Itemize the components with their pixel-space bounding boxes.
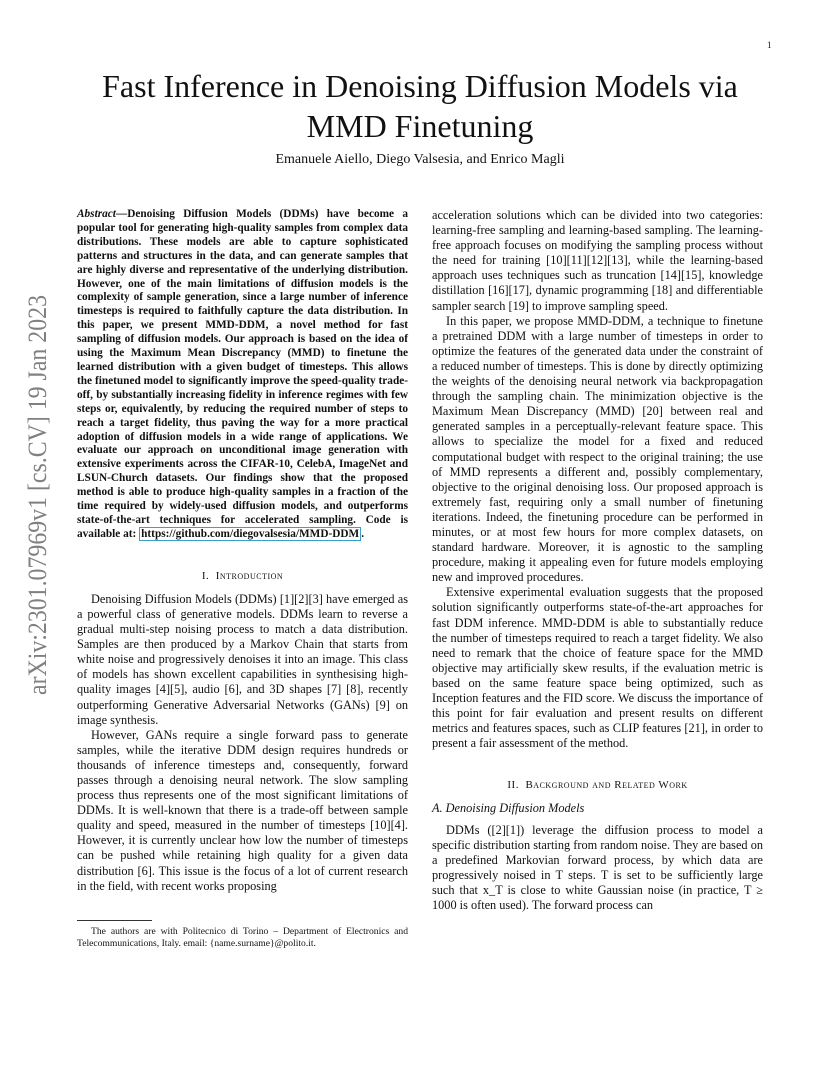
section-heading-introduction — [77, 569, 408, 584]
section-title: Background and Related Work — [525, 779, 688, 792]
authors: Emanuele Aiello, Diego Valsesia, and Enrico Magli — [275, 152, 565, 167]
abstract-label: Abstract — [77, 208, 116, 220]
code-link[interactable]: https://github.com/diegovalsesia/MMD-DDM — [141, 527, 360, 540]
title-line-1: Fast Inference in Denoising Diffusion Models via — [102, 68, 738, 104]
intro-paragraph-1: Denoising Diffusion Models (DDMs) [1][2][3] have emerged as a powerful class of generative models. DDMs learn to reverse a gradual multi-step noising process to match a data distribution. Samples are then produced by a Markov Chain that starts from white noise and progressively denoises it into an image. This class of models has shown excellent capabilities in synthesising high-quality images [4][5], audio [6], and 3D shapes [7] [8], recently outperforming Generative Adversarial Networks (GANs) [9] on image synthesis. — [77, 591, 408, 727]
page-number: 1 — [767, 40, 772, 50]
subsection-heading: A. Denoising Diffusion Models — [432, 801, 585, 816]
right-column — [432, 208, 763, 913]
footnote-rule — [77, 920, 152, 921]
arxiv-stamp — [10, 290, 60, 700]
arxiv-stamp-text: arXiv:2301.07969v1 [cs.CV] 19 Jan 2023 — [23, 290, 52, 695]
left-column — [77, 208, 408, 950]
footnote: The authors are with Politecnico di Torino – Department of Electronics and Telecommunications, Italy. email: {name.surname}@polito.it. — [77, 925, 408, 949]
paper-title — [60, 66, 780, 146]
section-title: Introduction — [215, 569, 284, 582]
section-numeral: II. — [507, 779, 519, 792]
section-numeral: I. — [201, 569, 210, 582]
abstract-dash: — — [115, 208, 128, 220]
background-paragraph-1: DDMs ([2][1]) leverage the diffusion process to model a specific distribution starting from random noise. They are based on a predefined Markovian forward process, by which data are progressively noised in T steps. T is set to be sufficiently large such that x_T is close to white Gaussian noise (in practice, T ≥ 1000 is often used). The forward process can — [432, 822, 763, 913]
intro-paragraph-4: In this paper, we propose MMD-DDM, a technique to finetune a pretrained DDM with a large number of timesteps in order to optimize the features of the generated data under the constraint of a reduced number of timesteps. This is done by directly optimizing the weights of the denoising neural network via backpropagation through the sampling chain. The minimization objective is the Maximum Mean Discrepancy (MMD) [20] between real and generated samples in a perceptually-relevant feature space. This allows to specialize the model for a fixed and reduced computational budget with respect to the original training; the use of MMD represents a different and, possibly complementary, objective to the original denoising loss. Our proposed approach is extremely fast, requiring only a small number of finetuning iterations. Indeed, the finetuning procedure can be performed in minutes, or at most few hours for more complex datasets, on standard hardware. Moreover, it is agnostic to the sampling procedure, making it appealing even for future models employing new and improved procedures. — [432, 313, 763, 585]
abstract-text: Denoising Diffusion Models (DDMs) have become a popular tool for generating high-quality samples from complex data distributions. These models are able to capture sophisticated patterns and structures in the data, and can generate samples that are highly diverse and representative of the underlying distribution. However, one of the main limitations of diffusion models is the complexity of sample generation, since a large number of inference timesteps is required to faithfully capture the data distribution. In this paper, we present MMD-DDM, a novel method for fast sampling of diffusion models. Our approach is based on the idea of using the Maximum Mean Discrepancy (MMD) to finetune the learned distribution with a given budget of timesteps. This allows the finetuned model to significantly improve the speed-quality trade-off, by substantially increasing fidelity in inference regimes with few steps or, equivalently, by reducing the required number of steps to reach a target fidelity, thus paving the way for a more practical adoption of diffusion models in a wide range of applications. We evaluate our approach on unconditional image generation with extensive experiments across the CIFAR-10, CelebA, ImageNet and LSUN-Church datasets. Our findings show that the proposed method is able to produce high-quality samples in a fraction of the time required by widely-used diffusion models, and outperforms state-of-the-art techniques for accelerated sampling. Code is available at: — [77, 208, 408, 540]
section-heading-background — [432, 778, 763, 793]
intro-paragraph-5: Extensive experimental evaluation suggests that the proposed solution significantly outperforms state-of-the-art approaches for fast DDM inference. MMD-DDM is able to substantially reduce the number of timesteps required to reach a target fidelity. We also need to remark that the choice of feature space for the MMD objective may artificially skew results, if the evaluation metric is based on the same feature space being optimized, such as Inception features and the FID score. We discuss the importance of this point for fair evaluation and present results on different metrics and features spaces, such as CLIP features [21], in order to present a fair assessment of the method. — [432, 585, 763, 751]
title-line-2: MMD Finetuning — [306, 108, 534, 144]
abstract — [77, 208, 408, 542]
intro-paragraph-2: However, GANs require a single forward pass to generate samples, while the iterative DDM design requires hundreds or thousands of inference timesteps and, consequently, forward passes through a denoising neural network. The slow sampling process thus represents one of the most significant limitations of DDMs. It is well-known that there is a trade-off between sample quality and speed, measured in the number of timesteps [10][4]. However, it is currently unclear how low the number of timesteps can be pushed while retaining high quality for a given data distribution [6]. This issue is the focus of a lot of current research in the field, with recent works proposing — [77, 727, 408, 893]
intro-paragraph-3: acceleration solutions which can be divided into two categories: learning-free sampling and learning-based sampling. The learning-free approach focuses on modifying the sampling process without the need for training [10][11][12][13], while the learning-based approach uses techniques such as truncation [14][15], knowledge distillation [16][17], dynamic programming [18] and differentiable sampler search [19] to improve sampling speed. — [432, 208, 763, 313]
abstract-end: . — [361, 527, 365, 540]
